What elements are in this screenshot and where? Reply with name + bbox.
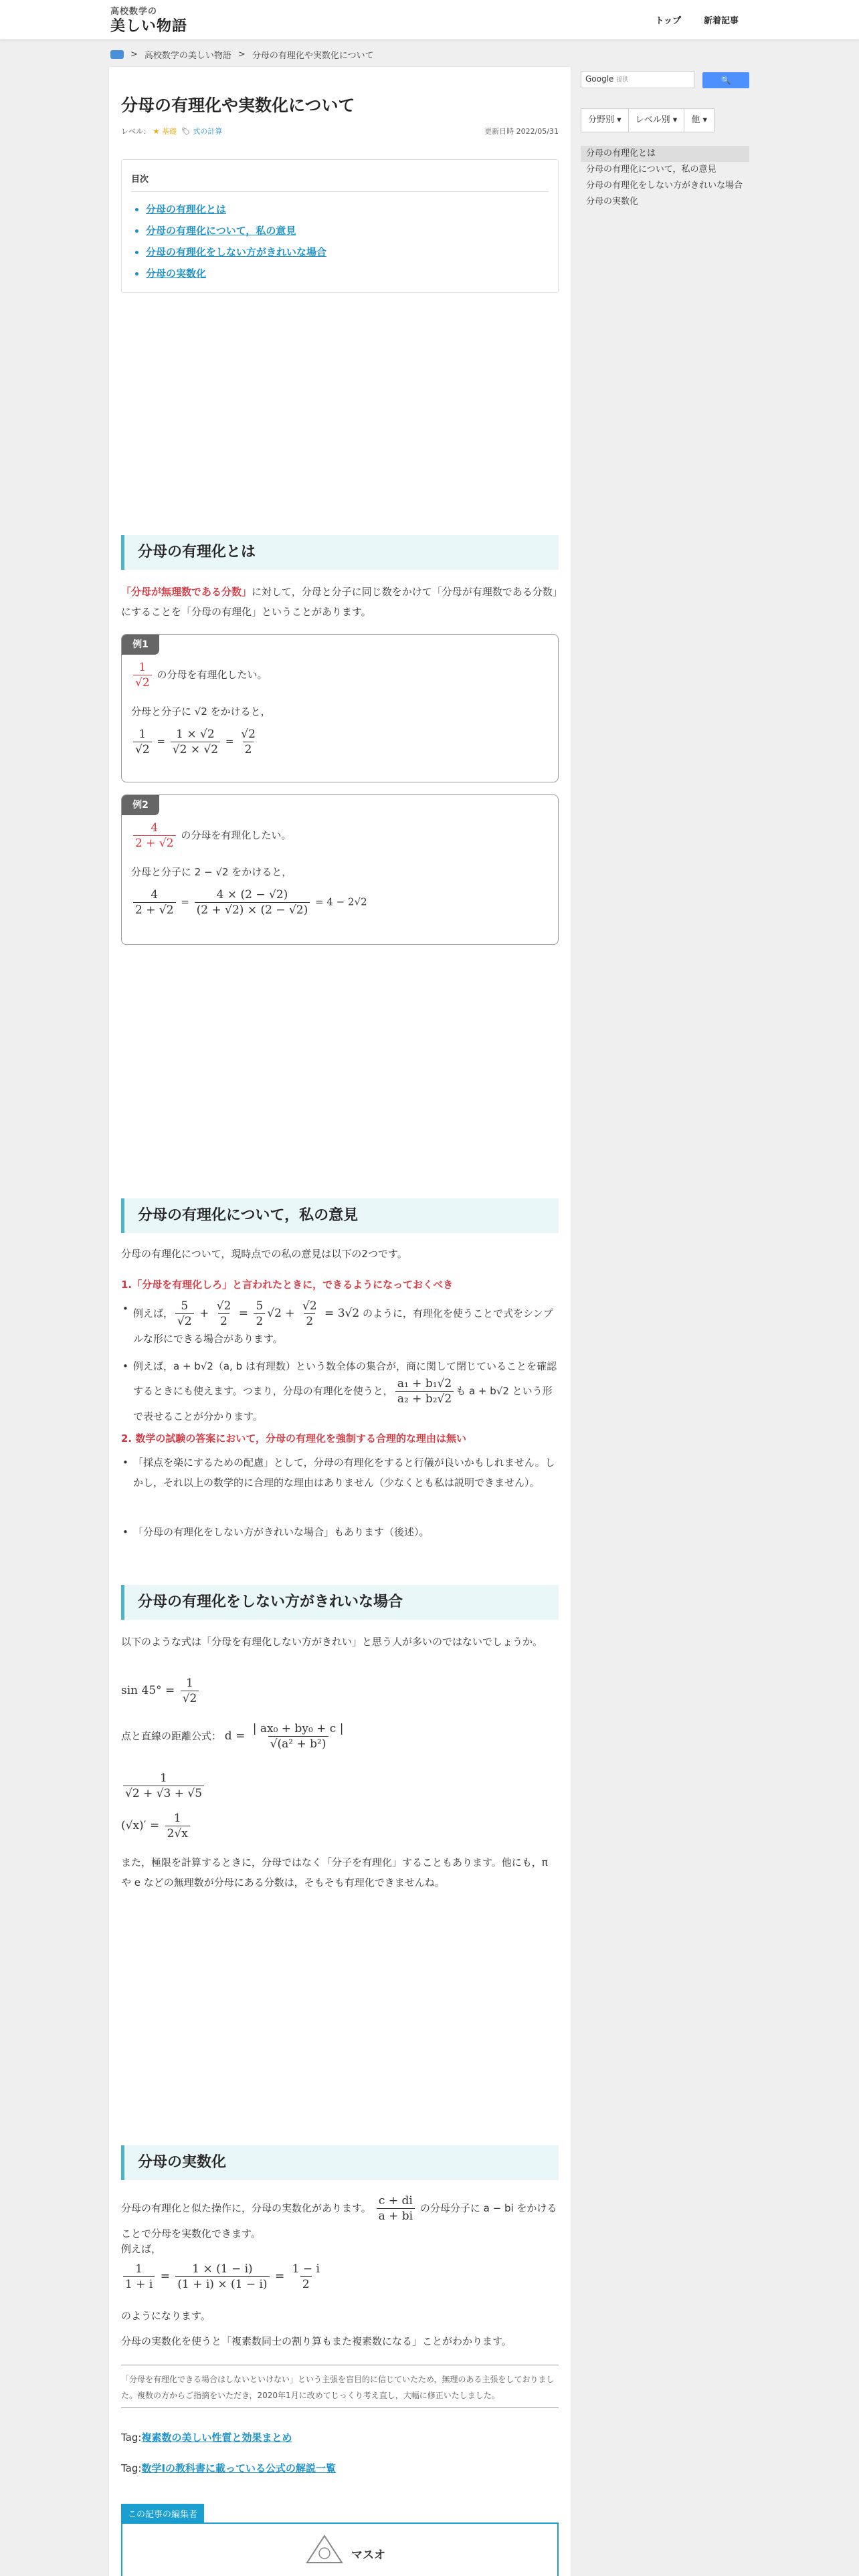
tag-line: Tag:複素数の美しい性質と効果まとめ [121,2432,292,2444]
formula-sin45: sin 45° = $\frac{1}{√2}$ [121,1676,559,1706]
editor-avatar-icon [304,2533,345,2567]
sidebar-toc-item[interactable]: 分母の有理化とは [581,146,749,162]
logo-line1: 高校数学の [110,7,158,17]
section-heading-1: 分母の有理化とは [121,535,559,570]
toc-title: 目次 [131,172,549,192]
example-box-2: 例2 $\frac{4}{2 + √2}$ の分母を有理化したい。 分母と分子に 2 − √2 をかけると， $\frac{4}{2 + √2}$ = $\frac{4 \times (2 - √2)}{(2 + √2) \times (2 - √2)}$ = 4 − 2√2 [121,794,559,945]
formula-derivative: (√x)′ = $\frac{1}{2√x}$ [121,1811,559,1841]
editor-name[interactable]: マスオ [351,2549,385,2562]
search-input[interactable]: Google 提供 [581,71,694,88]
updated-date: 更新日時 2022/05/31 [484,127,559,136]
section-heading-2: 分母の有理化について，私の意見 [121,1198,559,1233]
opinion-heading-1: 1.「分母を有理化しろ」と言われたときに，できるようになっておくべき [121,1279,454,1291]
main-content: 分母の有理化や実数化について レベル： ★ 基礎 🏷 式の計算 更新日時 2022/05/31 目次 • 分母の有理化とは • 分母の有理化について，私の意見 • 分母の有理化をしない方がきれいな場合 • 分母の実数化 分母の有理化とは 「分母が無理数である分数」に対して，分母と分子に同じ数をかけて「分母が有理数である分数」にすることを「分母の有理化」ということがあります。 例1 $\frac{1}{√2}$ の分母を有理化したい。 分母と分子に √2 をかけると， $\frac{1}{√2}$ = $\frac{1 \times √2}{√2 \times √2}$ = $\frac{√2}{2}$ 例2 $\frac{4}{2 + √2}$ の分母を有理化したい。 分母と分子に 2 − √2 をかけると， $\frac{4}{2 + √2}$ = $\frac{4 \times (2 - √2)}{(2 + √2) \times (2 - √2)}$ = 4 − 2√2 分母の有理化について，私の意見 分母の有理化について，現時点での私の意見は以下の2つです。 1.「分母を有理化しろ」と言われたときに，できるようになっておくべき • 例えば， $\frac{5}{√2}$ + $\frac{√2}{2}$ = $\frac{5}{2}$ √2 + $\frac{√2}{2}$ = 3√2 のように，有理化を使うことで式をシンプルな形にできる場合があります。 • 例えば，a + b√2（a, b は有理数）という数全体の集合が，商に関して閉じていることを確認するときにも使えます。つまり，分母の有理化を使うと， $\frac{\text{a₁ + b₁√2}}{\text{a₂ + b₂√2}}$ も a + b√2 という形で表せることが分かります。 2. 数学の試験の答案において，分母の有理化を強制する合理的な理由は無い • 「採点を楽にするための配慮」として，分母の有理化をすると行儀が良いかもしれません。しかし，それ以上の数学的に合理的な理由はありません（少なくとも私は説明できません）。 • 「分母の有理化をしない方がきれいな場合」もあります（後述）。 分母の有理化をしない方がきれいな場合 以下のような式は「分母を有理化しない方がきれい」と思う人が多いのではないでしょうか。 sin 45° = $\frac{1}{√2}$ 点と直線の距離公式： d = $\frac{\text{| ax₀ + by₀ + c |}}{\text{√(a² + b²)}}$ $\frac{1}{√2 + √3 + √5}$ (√x)′ = $\frac{1}{2√x}$ また，極限を計算するときに，分母ではなく「分子を有理化」することもあります。他にも，π や e などの無理数が分母にある分数は，そもそも有理化できませんね。 分母の実数化 分母の有理化と似た操作に，分母の実数化があります。 $\frac{c + di}{a + bi}$ の分母分子に a − bi をかけることで分母を実数化できます。 例えば， $\frac{1}{1 + i}$ = $\frac{1 \times (1 - i)}{(1 + i) \times (1 - i)}$ = $\frac{1 - i}{2}$ のようになります。 分母の実数化を使うと「複素数同士の割り算もまた複素数になる」ことがわかります。 「分母を有理化できる場合はしないといけない」という主張を盲目的に信じていたため，無理のある主張をしておりました。複数の方からご指摘をいただき，2020年1月に改めてじっくり考え直し，大幅に修正いたしました。 Tag:複素数の美しい性質と効果まとめ Tag:数学Iの教科書に載っている公式の解説一覧 この記事の編集者 マスオ [109,67,571,2576]
divider [121,2407,559,2408]
revision-note: 「分母を有理化できる場合はしないといけない」という主張を盲目的に信じていたため，無理のある主張をしておりました。複数の方からご指摘をいただき，2020年1月に改めてじっくり考え直し，大幅に修正いたしました。 [121,2375,555,2400]
example-2-equation: $\frac{4}{2 + √2}$ = $\frac{4 \times (2 - √2)}{(2 + √2) \times (2 - √2)}$ = 4 − 2√2 [131,887,367,918]
sidebar-dropdowns [581,108,714,132]
article-meta: レベル： ★ 基礎 🏷 式の計算 更新日時 2022/05/31 [121,127,559,136]
example-box-1: 例1 $\frac{1}{√2}$ の分母を有理化したい。 分母と分子に √2 をかけると， $\frac{1}{√2}$ = $\frac{1 \times √2}{√2 \times √2}$ = $\frac{√2}{2}$ [121,634,559,782]
toc-item[interactable]: • 分母の有理化とは [146,199,549,220]
list-item: • 「分母の有理化をしない方がきれいな場合」もあります（後述）。 [133,1522,559,1542]
home-icon[interactable] [110,50,124,59]
example-tag: 例1 [122,635,159,655]
breadcrumb-current: 分母の有理化や実数化について [252,51,374,61]
sidebar-toc-item[interactable]: 分母の有理化をしない方がきれいな場合 [586,181,743,191]
sidebar-toc-item[interactable]: 分母の実数化 [586,197,639,207]
section-heading-3: 分母の有理化をしない方がきれいな場合 [121,1585,559,1620]
dropdown-field[interactable]: 分野別 ▾ [581,108,629,132]
tag-link[interactable]: 数学Iの教科書に載っている公式の解説一覧 [141,2462,337,2474]
nav-top[interactable]: トップ [655,16,681,26]
list-item: • 例えば， $\frac{5}{√2}$ + $\frac{√2}{2}$ = $\frac{5}{2}$ √2 + $\frac{√2}{2}$ = 3√2 のように，有理化を使うことで式をシンプルな形にできる場合があります。 [133,1299,559,1349]
s1-paragraph: 「分母が無理数である分数」に対して，分母と分子に同じ数をかけて「分母が有理数である分数」にすることを「分母の有理化」ということがあります。 [121,586,558,618]
toc-item[interactable]: • 分母の実数化 [146,263,549,284]
tag-icon: 🏷 [181,127,191,136]
site-logo[interactable] [110,4,197,37]
breadcrumb: > 高校数学の美しい物語 > 分母の有理化や実数化について [110,48,374,61]
opinion-heading-2: 2. 数学の試験の答案において，分母の有理化を強制する合理的な理由は無い [121,1432,467,1444]
search-button[interactable]: 🔍 [702,72,749,88]
complex-equation: $\frac{1}{1 + i}$ = $\frac{1 \times (1 - i)}{(1 + i) \times (1 - i)}$ = $\frac{1 - i}{2}$ [121,2262,559,2292]
section-heading-4: 分母の実数化 [121,2145,559,2180]
dropdown-level[interactable]: レベル別 ▾ [628,108,685,132]
formula-distance: 点と直線の距離公式： d = $\frac{\text{| ax₀ + by₀ + c |}}{\text{√(a² + b²)}}$ [121,1722,344,1751]
example-1-equation: $\frac{1}{√2}$ = $\frac{1 \times √2}{√2 \times √2}$ = $\frac{√2}{2}$ [131,727,260,757]
category-link[interactable]: 式の計算 [193,127,223,136]
page-title: 分母の有理化や実数化について [121,96,355,115]
toc-box [121,159,559,293]
list-item: • 例えば，a + b√2（a, b は有理数）という数全体の集合が，商に関して閉じていることを確認するときにも使えます。つまり，分母の有理化を使うと， $\frac{\text{a₁ + b₁√2}}{\text{a₂ + b₂√2}}$ も a + b√2 という形で表せることが分かります。 [133,1356,559,1426]
google-search [581,67,749,91]
tag-link[interactable]: 複素数の美しい性質と効果まとめ [141,2432,292,2444]
sidebar-toc-item[interactable]: 分母の有理化について，私の意見 [586,165,717,175]
toc-item[interactable]: • 分母の有理化をしない方がきれいな場合 [146,241,549,263]
formula-sqrt-sum: $\frac{1}{√2 + √3 + √5}$ [121,1771,559,1801]
list-item: • 「採点を楽にするための配慮」として，分母の有理化をすると行儀が良いかもしれません。しかし，それ以上の数学的に合理的な理由はありません（少なくとも私は説明できません）。 [133,1453,559,1493]
editor-box [121,2523,559,2576]
toc-item[interactable]: • 分母の有理化について，私の意見 [146,220,549,241]
editor-header: この記事の編集者 [121,2504,204,2523]
example-tag: 例2 [122,795,159,815]
sidebar-toc [581,146,749,210]
logo-line2: 美しい物語 [110,17,188,35]
nav-new-articles[interactable]: 新着記事 [703,16,739,26]
tag-line: Tag:数学Iの教科書に載っている公式の解説一覧 [121,2462,337,2474]
site-header [0,0,859,40]
top-nav [655,13,739,26]
level-badge[interactable]: ★ 基礎 [153,127,177,136]
breadcrumb-home[interactable]: 高校数学の美しい物語 [144,51,231,61]
dropdown-other[interactable]: 他 ▾ [684,108,714,132]
